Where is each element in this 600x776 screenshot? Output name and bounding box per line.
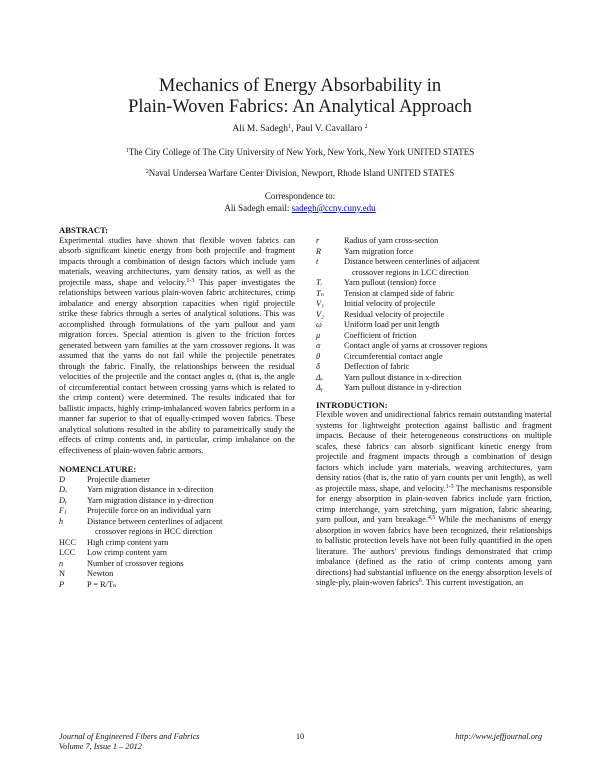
nomenclature-row xyxy=(59,485,295,496)
nomenclature-definition: P = R/Tₙ xyxy=(87,579,117,589)
nomenclature-definition: Yarn migration force xyxy=(344,246,414,256)
nomenclature-row xyxy=(59,580,295,591)
affiliation-1-text: The City College of The City University of New York, New York, New York UNITED STATES xyxy=(128,147,475,157)
nomenclature-row xyxy=(59,548,295,559)
definition-line-1: Distance between centerlines of adjacent xyxy=(87,516,223,526)
nomenclature-row xyxy=(316,352,552,363)
nomenclature-definition: Projectile diameter xyxy=(87,474,150,484)
nomenclature-row xyxy=(316,278,552,289)
introduction-text xyxy=(316,410,552,589)
nomenclature-right-list xyxy=(316,236,552,394)
abstract-citation: 1-3 xyxy=(186,277,195,284)
nomenclature-definition: Number of crossover regions xyxy=(87,558,184,568)
left-column xyxy=(59,225,295,590)
nomenclature-row xyxy=(316,341,552,352)
nomenclature-row xyxy=(316,289,552,300)
correspondence xyxy=(0,190,600,214)
nomenclature-row xyxy=(316,362,552,373)
affiliation-2 xyxy=(0,168,600,178)
nomenclature-definition: Residual velocity of projectile xyxy=(344,309,445,319)
nomenclature-symbol: HCC xyxy=(59,537,77,547)
nomenclature-symbol: θ xyxy=(316,351,321,361)
abstract-text-a: Experimental studies have shown that flexible woven fabrics can absorb significant kinetic energy from both projectile and fragment impacts through a combination of design factors which include yarn materials, weaving architectures, yarn density ratios, as well as the projectile mass, shape and velocity. xyxy=(59,235,295,287)
nomenclature-symbol: μ xyxy=(316,330,321,340)
nomenclature-definition xyxy=(344,257,552,278)
nomenclature-symbol: LCC xyxy=(59,548,76,557)
nomenclature-symbol: D xyxy=(59,474,65,484)
nomenclature-symbol: N xyxy=(59,569,65,578)
nomenclature-row xyxy=(316,257,552,278)
author-2-affil: 2 xyxy=(364,124,368,130)
introduction-citation-1: 1-3 xyxy=(445,483,454,490)
introduction-text-b: The mechanisms responsible for energy absorption in plain-woven fabrics include yarn friction, crimp interchange, yarn stretching, yarn migration, fabric shearing, yarn pullout, and yarn breakage. xyxy=(316,483,553,524)
nomenclature-row xyxy=(59,506,295,517)
nomenclature-symbol: r xyxy=(316,236,320,245)
author-line xyxy=(0,124,600,134)
definition-line-2: crossover regions in HCC direction xyxy=(95,527,213,536)
nomenclature-definition: Newton xyxy=(87,569,114,578)
footer-page-number: 10 xyxy=(295,732,305,741)
nomenclature-symbol: Δₓ xyxy=(316,372,324,382)
nomenclature-symbol: α xyxy=(316,341,321,350)
nomenclature-row xyxy=(59,517,295,538)
nomenclature-row xyxy=(59,538,295,549)
nomenclature-row xyxy=(316,383,552,394)
footer-volume: Volume 7, Issue 1 – 2012 xyxy=(59,742,142,751)
paper-title xyxy=(0,76,600,118)
nomenclature-symbol: δ xyxy=(316,362,320,371)
nomenclature-row xyxy=(59,496,295,507)
nomenclature-definition: High crimp content yarn xyxy=(87,537,169,547)
title-line-1: Mechanics of Energy Absorbability in xyxy=(158,76,442,96)
correspondence-label: Correspondence to: xyxy=(264,191,336,201)
abstract-text xyxy=(59,236,295,457)
nomenclature-symbol: V₁ xyxy=(316,299,324,308)
nomenclature-symbol: R xyxy=(316,246,322,256)
nomenclature-symbol: Dₓ xyxy=(59,485,68,494)
nomenclature-symbol: V₂ xyxy=(316,309,324,319)
nomenclature-definition: Contact angle of yarns at crossover regions xyxy=(344,341,488,350)
nomenclature-symbol: Tᵢ xyxy=(316,278,322,287)
nomenclature-symbol: Δᵧ xyxy=(316,383,323,392)
nomenclature-symbol: t xyxy=(316,257,319,266)
nomenclature-symbol: Dᵧ xyxy=(59,495,67,505)
affiliation-1-number: 1 xyxy=(125,148,129,154)
nomenclature-row xyxy=(316,331,552,342)
nomenclature-symbol: P xyxy=(59,579,65,589)
introduction-text-a: Flexible woven and unidirectional fabrics remain outstanding material systems for lightweight protection against ballistic and fragment impacts. Because of their heterogeneous constructions on multiple scales, these fabrics can absorb significant kinetic energy from projectile and fragment impacts through a combination of design factors which include yarn materials, weaving architectures, yarn density ratios (that is, the ratio of yarn counts per unit length), as well as projectile mass, shape, and velocity. xyxy=(316,410,552,493)
nomenclature-definition: Low crimp content yarn xyxy=(87,548,167,557)
nomenclature-definition: Projectile force on an individual yarn xyxy=(87,506,211,515)
footer-journal-name: Journal of Engineered Fibers and Fabrics xyxy=(59,732,200,741)
nomenclature-definition: Uniform load per unit length xyxy=(344,320,440,329)
nomenclature-definition: Coefficient of friction xyxy=(344,330,417,340)
abstract-heading: ABSTRACT: xyxy=(59,225,109,235)
definition-line-1: Distance between centerlines of adjacent xyxy=(344,257,480,266)
nomenclature-row xyxy=(316,299,552,310)
nomenclature-definition: Initial velocity of projectile xyxy=(344,299,436,308)
affiliation-1 xyxy=(0,147,600,157)
nomenclature-definition: Radius of yarn cross-section xyxy=(344,236,439,245)
nomenclature-row xyxy=(59,475,295,486)
correspondence-email-link[interactable]: sadegh@ccny.cuny.edu xyxy=(291,203,376,213)
nomenclature-definition xyxy=(87,517,295,538)
introduction-text-c: While the mechanisms of energy absorption in woven fabrics have been recognized, their relationships to ballistic protection levels have not been fully quantified in the open literature. The authors' previous findings demonstrated that crimp imbalance (defined as the ratio of crimp contents among yarn directions) had substantial influence on the energy absorption levels of single-ply, plain-woven fabrics xyxy=(316,515,552,587)
nomenclature-row xyxy=(59,559,295,570)
correspondence-name: Ali Sadegh email: xyxy=(224,203,292,213)
introduction-citation-2: 4,5 xyxy=(427,515,436,521)
nomenclature-row xyxy=(316,236,552,247)
author-1-affil: 1 xyxy=(288,124,292,130)
definition-line-2: crossover regions in LCC direction xyxy=(352,267,469,277)
footer-url[interactable]: http://www.jeffjournal.org xyxy=(455,732,542,741)
nomenclature-symbol: n xyxy=(59,558,64,568)
nomenclature-definition: Yarn pullout distance in y-direction xyxy=(344,383,462,392)
nomenclature-row xyxy=(316,373,552,384)
nomenclature-symbol: ω xyxy=(316,320,322,329)
abstract-text-b: This paper investigates the relationships between various plain-woven fabric architectures, crimp imbalance and energy absorption capacities when rigid projectile strike these fabrics through a series of analytical solutions. This was accomplished through formulations of the yarn pullout and yarn migration forces. Special attention is given to the friction forces generated between yarn families at the yarn crossover regions. It was assumed that the yarns do not fail while the projectile penetrates through the fabric. Finally, the relationships between the residual velocities of the projectile and the contact angles α, (that is, the angle of circumferential contact between crossing yarns which is related to the crimp content) were determined. The results indicated that for ballistic impacts, highly crimp-imbalanced woven fabrics perform in a manner far superior to that of equally-crimped woven fabrics. These analytical solutions resulted in the ability to parametrically study the effects of crimp contents and, in particular, crimp imbalance on the effectiveness of plain-woven fabric armors. xyxy=(59,277,295,455)
nomenclature-definition: Yarn pullout (tension) force xyxy=(344,278,437,287)
correspondence-line xyxy=(0,202,600,214)
affiliation-2-text: Naval Undersea Warfare Center Division, Newport, Rhode Island UNITED STATES xyxy=(148,168,455,178)
right-column xyxy=(316,236,552,589)
nomenclature-symbol: Fⱼ xyxy=(59,506,67,515)
nomenclature-row xyxy=(316,310,552,321)
nomenclature-definition: Yarn migration distance in x-direction xyxy=(87,485,214,494)
author-separator: , Paul V. Cavallaro xyxy=(291,124,363,134)
nomenclature-definition: Yarn pullout distance in x-direction xyxy=(344,372,462,382)
nomenclature-definition: Circumferential contact angle xyxy=(344,351,443,361)
nomenclature-row xyxy=(59,569,295,580)
affiliation-2-number: 2 xyxy=(145,169,149,175)
nomenclature-heading: NOMENCLATURE: xyxy=(59,464,137,474)
author-1: Ali M. Sadegh xyxy=(232,124,289,134)
introduction-text-d: . This current investigation, an xyxy=(421,578,524,587)
nomenclature-definition: Yarn migration distance in y-direction xyxy=(87,495,214,505)
nomenclature-definition: Deflection of fabric xyxy=(344,362,410,371)
nomenclature-symbol: h xyxy=(59,516,64,526)
nomenclature-row xyxy=(316,247,552,258)
nomenclature-left-list xyxy=(59,475,295,591)
nomenclature-row xyxy=(316,320,552,331)
nomenclature-definition: Tension at clamped side of fabric xyxy=(344,288,455,298)
title-line-2: Plain-Woven Fabrics: An Analytical Approach xyxy=(128,97,472,117)
nomenclature-symbol: Tₙ xyxy=(316,288,324,298)
introduction-heading: INTRODUCTION: xyxy=(316,399,388,410)
introduction-citation-3: 6 xyxy=(418,578,422,584)
